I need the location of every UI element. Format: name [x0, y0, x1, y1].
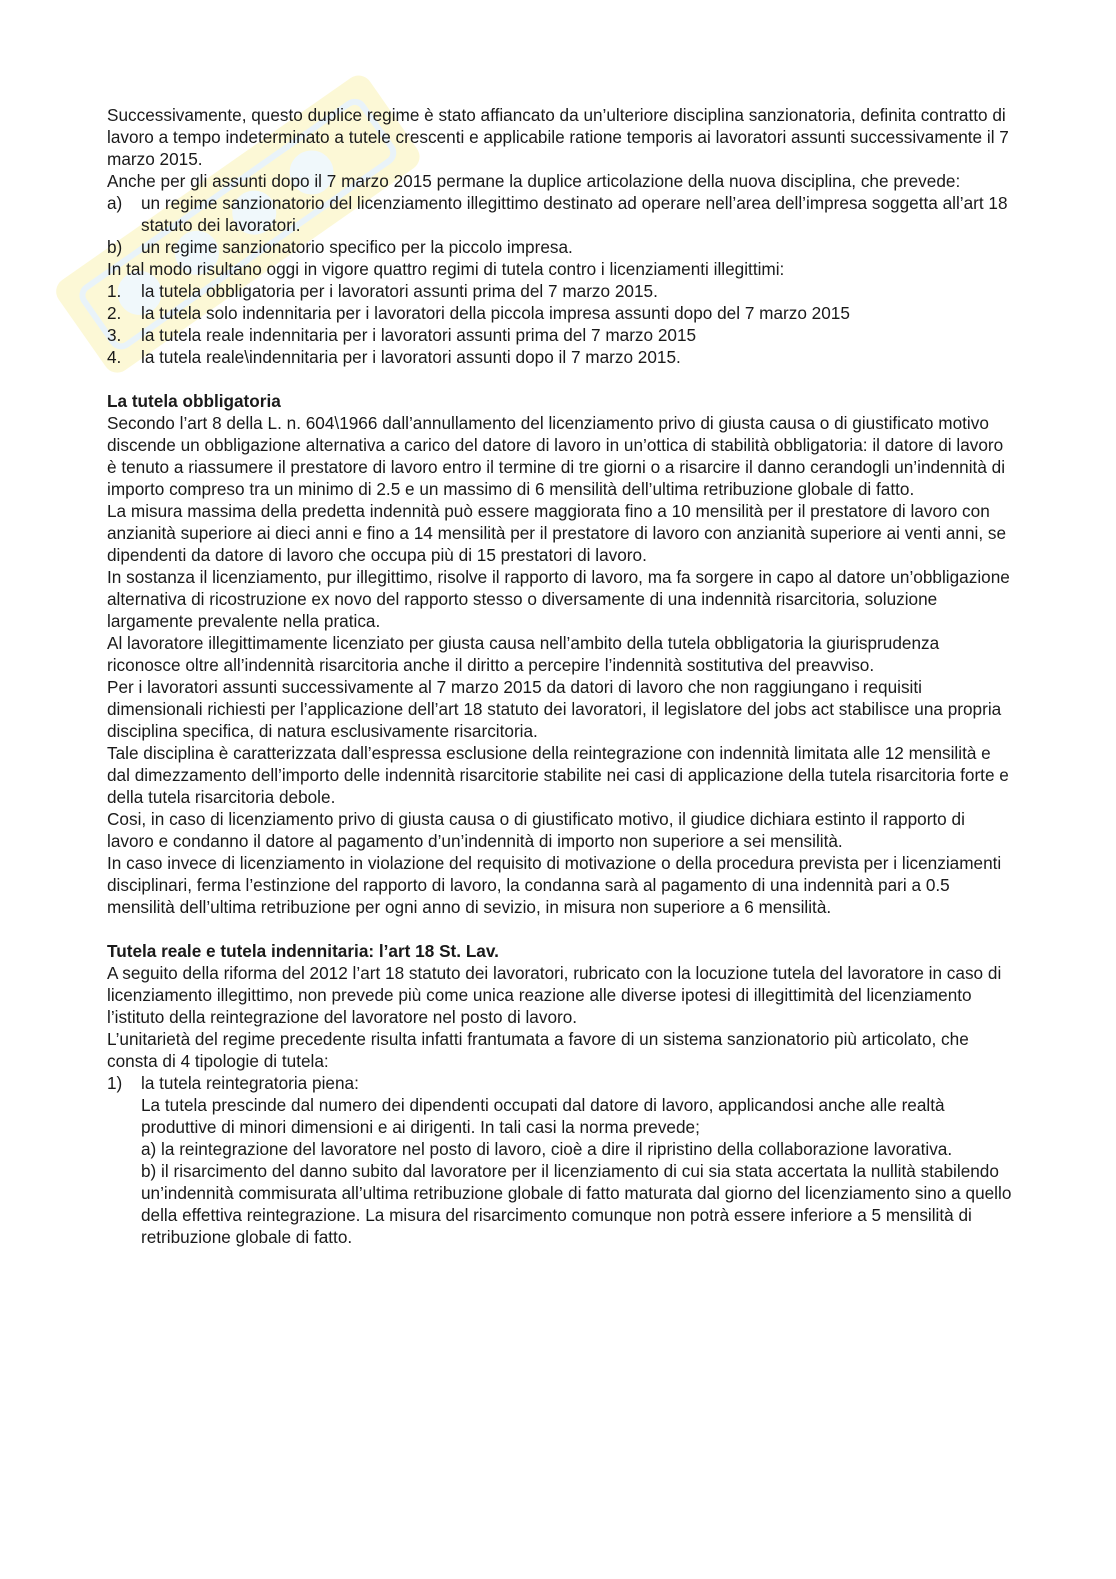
- list-text: la tutela obbligatoria per i lavoratori assunti prima del 7 marzo 2015.: [141, 281, 658, 301]
- list-item: [107, 346, 1012, 368]
- list-marker: 2.: [107, 303, 122, 323]
- list-text: un regime sanzionatorio specifico per la piccolo impresa.: [141, 237, 573, 257]
- list-text: la tutela reale\indennitaria per i lavoratori assunti dopo il 7 marzo 2015.: [141, 347, 681, 367]
- section-paragraph: L’unitarietà del regime precedente risulta infatti frantumata a favore di un sistema sanzionatorio più articolato, che consta di 4 tipologie di tutela:: [107, 1029, 969, 1071]
- list-marker: b): [107, 237, 123, 257]
- intro-paragraph: Successivamente, questo duplice regime è stato affiancato da un’ulteriore disciplina sanzionatoria, definita contratto di lavoro a tempo indeterminato a tutele crescenti e applicabile ratione temporis ai lavoratori assunti successivamente il 7 marzo 2015.: [107, 105, 1009, 169]
- section-paragraph: Cosi, in caso di licenziamento privo di giusta causa o di giustificato motivo, il giudice dichiara estinto il rapporto di lavoro e condanno il datore al pagamento d’un’indennità di importo non superiore a sei mensilità.: [107, 809, 965, 851]
- section-paragraph: Secondo l’art 8 della L. n. 604\1966 dall’annullamento del licenziamento privo di giusta causa o di giustificato motivo discende un obbligazione alternativa a carico del datore di lavoro in un’ottica di stabilità obbligatoria: il datore di lavoro è tenuto a riassumere il prestatore di lavoro entro il termine di tre giorni o a risarcire il danno cerandogli un’indennità di importo compreso tra un minimo di 2.5 e un massimo di 6 mensilità dell’ultima retribuzione globale di fatto.: [107, 413, 1006, 499]
- list-item: [107, 324, 1012, 346]
- list-text: la tutela solo indennitaria per i lavoratori della piccola impresa assunti dopo del 7 marzo 2015: [141, 303, 850, 323]
- list-text: la tutela reale indennitaria per i lavoratori assunti prima del 7 marzo 2015: [141, 325, 697, 345]
- list-intro: In tal modo risultano oggi in vigore quattro regimi di tutela contro i licenziamenti illegittimi:: [107, 259, 785, 279]
- sub-point: a) la reintegrazione del lavoratore nel posto di lavoro, cioè a dire il ripristino della collaborazione lavorativa.: [141, 1139, 953, 1159]
- list-text: un regime sanzionatorio del licenziamento illegittimo destinato ad operare nell’area dell’impresa soggetta all’art 18 statuto dei lavoratori.: [141, 193, 1008, 235]
- section-paragraph: In sostanza il licenziamento, pur illegittimo, risolve il rapporto di lavoro, ma fa sorgere in capo al datore un’obbligazione alternativa di ricostruzione ex novo del rapporto stesso o diversamente di una indennità risarcitoria, soluzione largamente prevalente nella pratica.: [107, 567, 1010, 631]
- section-paragraph: Al lavoratore illegittimamente licenziato per giusta causa nell’ambito della tutela obbligatoria la giurisprudenza riconosce oltre all’indennità risarcitoria anche il diritto a percepire l’indennità sostitutiva del preavviso.: [107, 633, 940, 675]
- section-paragraph: Tale disciplina è caratterizzata dall’espressa esclusione della reintegrazione con indennità limitata alle 12 mensilità e dal dimezzamento dell’importo delle indennità risarcitorie stabilite nei casi di applicazione della tutela risarcitoria forte e della tutela risarcitoria debole.: [107, 743, 1009, 807]
- intro-paragraph: Anche per gli assunti dopo il 7 marzo 2015 permane la duplice articolazione della nuova disciplina, che prevede:: [107, 171, 961, 191]
- section-paragraph: Per i lavoratori assunti successivamente al 7 marzo 2015 da datori di lavoro che non raggiungano i requisiti dimensionali richiesti per l’applicazione dell’art 18 statuto dei lavoratori, il legislatore del jobs act stabilisce una propria disciplina specifica, di natura esclusivamente risarcitoria.: [107, 677, 1002, 741]
- sub-paragraph: La tutela prescinde dal numero dei dipendenti occupati dal datore di lavoro, applicandosi anche alle realtà produttive di minori dimensioni e ai dirigenti. In tali casi la norma prevede;: [141, 1095, 945, 1137]
- section-paragraph: La misura massima della predetta indennità può essere maggiorata fino a 10 mensilità per il prestatore di lavoro con anzianità superiore ai dieci anni e fino a 14 mensilità per il prestatore di lavoro con anzianità superiore ai venti anni, se dipendenti da datore di lavoro che occupa più di 15 prestatori di lavoro.: [107, 501, 1007, 565]
- spacer: [107, 368, 1012, 390]
- list-item: [107, 302, 1012, 324]
- spacer: [107, 918, 1012, 940]
- section-heading: Tutela reale e tutela indennitaria: l’art 18 St. Lav.: [107, 941, 499, 961]
- list-item: [107, 280, 1012, 302]
- list-marker: 3.: [107, 325, 122, 345]
- list-marker: a): [107, 193, 123, 213]
- list-marker: 1): [107, 1073, 123, 1093]
- list-item: [107, 192, 1012, 236]
- list-item: [107, 236, 1012, 258]
- section-paragraph: In caso invece di licenziamento in violazione del requisito di motivazione o della procedura prevista per i licenziamenti disciplinari, ferma l’estinzione del rapporto di lavoro, la condanna sarà al pagamento di una indennità pari a 0.5 mensilità dell’ultima retribuzione per ogni anno di sevizio, in misura non superiore a 6 mensilità.: [107, 853, 1002, 917]
- document-body: [107, 104, 1012, 1248]
- section-heading: La tutela obbligatoria: [107, 391, 281, 411]
- sub-point: b) il risarcimento del danno subito dal lavoratore per il licenziamento di cui sia stata accertata la nullità stabilendo un’indennità commisurata all’ultima retribuzione globale di fatto maturata dal giorno del licenziamento sino a quello della effettiva reintegrazione. La misura del risarcimento comunque non potrà essere inferiore a 5 mensilità di retribuzione globale di fatto.: [141, 1161, 1012, 1247]
- list-text: la tutela reintegratoria piena:: [141, 1073, 359, 1093]
- list-marker: 1.: [107, 281, 122, 301]
- list-item: [107, 1072, 1012, 1094]
- section-paragraph: A seguito della riforma del 2012 l’art 18 statuto dei lavoratori, rubricato con la locuzione tutela del lavoratore in caso di licenziamento illegittimo, non prevede più come unica reazione alle diverse ipotesi di illegittimità del licenziamento l’istituto della reintegrazione del lavoratore nel posto di lavoro.: [107, 963, 1002, 1027]
- list-marker: 4.: [107, 347, 122, 367]
